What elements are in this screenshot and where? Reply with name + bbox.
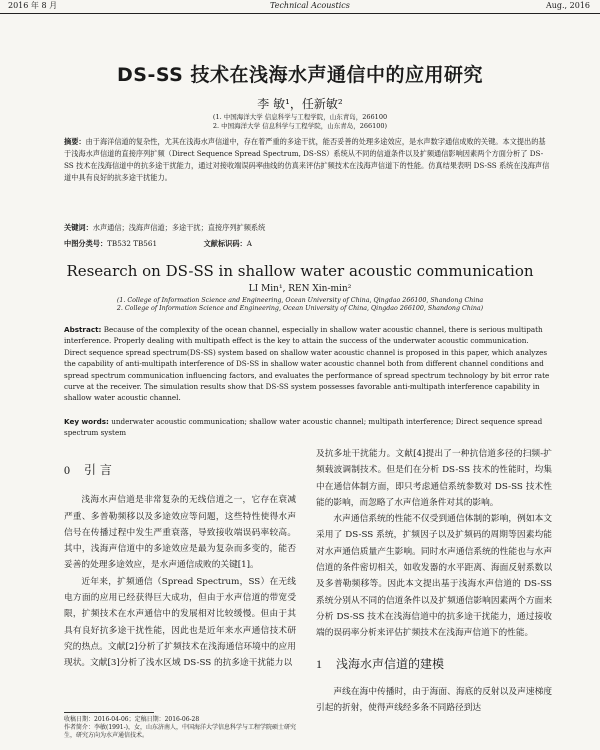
section-heading-intro	[64, 462, 296, 478]
section-title: 引 言	[84, 463, 112, 477]
section-heading-modeling	[316, 656, 552, 672]
body-paragraph: 声线在海中传播时，由于海面、海底的反射以及声速梯度引起的折射，使得声线经多条不同路径到达	[316, 686, 552, 714]
affiliation-en-line: (1. College of Information Science and Engineering, Ocean University of China, Qingdao 266100, Shandong China	[116, 297, 484, 304]
body-paragraph: 水声通信系统的性能不仅受到通信体制的影响，例如本文采用了 DS-SS 系统，扩频因子以及扩频码的周期等因素均能对水声通信质量产生影响。同时水声通信系统的性能也与水声信道的条件密切相关，如收发器的水平距离、海面反射系数以及多普勒频移等。因此本文提出基于浅海水声信道的 DS-SS 系统分别从不同的信道条件以及扩频通信影响因素两个方面来分析 DS-SS 技术在浅海信道中的抗多途干扰能力，通过接收端的误码率分析来评估扩频技术在浅海声信道下的性能。	[316, 514, 552, 639]
clc-label: 中图分类号：	[64, 239, 108, 248]
clc-value: TB532 TB561	[107, 239, 158, 248]
abstract-en	[64, 324, 551, 404]
paper-title-cn: DS-SS 技术在浅海水声通信中的应用研究	[117, 64, 483, 86]
header-rule	[0, 13, 600, 14]
keywords-cn-label: 关键词：	[64, 223, 93, 232]
authors-en: LI Min¹, REN Xin-min²	[248, 284, 352, 294]
affiliation-cn-line: 2. 中国海洋大学 信息科学与工程学院，山东青岛，266100)	[212, 122, 388, 130]
authors-cn: 李 敏¹，任新敏²	[257, 97, 343, 111]
intro-paragraph: 近年来，扩频通信（Spread Spectrum，SS）在无线电方面的应用已经获得巨大成功，但由于水声信道的带宽受限，扩频技术在水声通信中的发展相对比较缓慢。但由于其具有良好抗多途干扰性能，因此也是近年来水声通信技术研究的热点。文献[2]分析了扩频技术在浅海通信环境中的应用现状。文献[3]分析了浅水区域 DS-SS 的抗多途干扰能力以	[64, 576, 296, 669]
running-header	[0, 0, 600, 14]
body-paragraph: 及抗多址干扰能力。文献[4]提出了一种抗信道多径的扫频-扩频载波调制技术。但是们在分析 DS-SS 技术的性能时，均集中在通信体制方面，即只考虑通信系统参数对 DS-SS 技术性能的影响，而忽略了水声信道条件对其的影响。	[316, 449, 552, 508]
footnote-received: 收稿日期：2016-04-06；定稿日期：2016-06-28	[64, 716, 200, 723]
abstract-en-label: Abstract:	[64, 325, 102, 334]
keywords-cn	[64, 222, 551, 234]
header-journal: Technical Acoustics	[270, 1, 350, 10]
footnote-rule	[64, 712, 154, 713]
doc-code-label: 文献标识码：	[203, 239, 247, 248]
abstract-cn-text: 由于海洋信道的复杂性，尤其在浅海水声信道中，存在着严重的多途干扰，能否妥善的处理多途效应，是水声数字通信成败的关键。本文提出的基于浅海水声信道的直接序列扩频（Direct Sequence Spread Spectrum, DS-SS）系统从不同的信道条件以及扩频通信影响因素两个方面分析了 DS-SS 技术在浅海信道中的抗多途干扰能力，通过对接收端误码率曲线的仿真来评估扩频技术在浅海声信道下的性能。仿真结果表明 DS-SS 系统在浅海声信道中具有良好的抗多途干扰能力。	[64, 137, 550, 182]
footnote	[64, 716, 304, 740]
keywords-cn-text: 水声通信；浅海声信道；多途干扰；直接序列扩频系统	[92, 223, 266, 232]
affiliation-cn	[0, 113, 600, 131]
doc-code-value: A	[246, 239, 252, 248]
paper-title-en: Research on DS-SS in shallow water acoustic communication	[66, 262, 534, 280]
right-column	[316, 446, 552, 716]
header-date: 2016 年 8 月	[8, 1, 58, 10]
left-column	[64, 462, 296, 672]
affiliation-en	[0, 297, 600, 313]
keywords-en-text: underwater acoustic communication; shallow water acoustic channel; multipath interference; Direct sequence spread spectrum system	[64, 417, 543, 438]
section-number: 1	[316, 656, 322, 671]
abstract-cn-label: 摘要：	[64, 137, 86, 146]
header-date-en: Aug., 2016	[545, 1, 590, 10]
affiliation-cn-line: (1. 中国海洋大学 信息科学与工程学院，山东青岛，266100	[212, 113, 388, 121]
classification-cn	[64, 238, 551, 250]
section-number: 0	[64, 463, 70, 477]
keywords-en	[64, 416, 551, 439]
abstract-cn	[64, 136, 551, 184]
footnote-author: 作者简介：李敏(1991-)，女，山东济南人，中国海洋大学信息科学与工程学院硕士研究生，研究方向为水声通信技术。	[64, 724, 296, 739]
intro-paragraph: 浅海水声信道是非常复杂的无线信道之一，它存在衰减严重、多普勒频移以及多途效应等问题，这些特性使得水声信号在传播过程中发生严重衰落，导致接收端误码率较高。其中，浅海声信道中的多途效应是最为复杂而多变的，能否妥善的处理多途效应，是水声通信成败的关键[1]。	[64, 495, 296, 571]
section-title: 浅海水声信道的建模	[336, 656, 445, 671]
affiliation-en-line: 2. College of Information Science and Engineering, Ocean University of China, Qingdao 266100, Shandong China)	[116, 305, 484, 312]
keywords-en-label: Key words:	[64, 417, 109, 426]
abstract-en-text: Because of the complexity of the ocean channel, especially in shallow water acoustic channel, there is serious multipath interference. Properly dealing with multipath effect is the key to attain the success of the underwater acoustic communication. Direct sequence spread spectrum(DS-SS) system based on shallow water acoustic channel is proposed in this paper, which analyzes the capability of anti-multipath interference of DS-SS in shallow water acoustic channel both from different channel conditions and spread spectrum communication influencing factors, and evaluates the performance of spread spectrum technology by bit error rate curve at the receiver. The simulation results show that DS-SS system possesses favorable anti-multipath interference capability in shallow water acoustic channel.	[64, 325, 550, 403]
